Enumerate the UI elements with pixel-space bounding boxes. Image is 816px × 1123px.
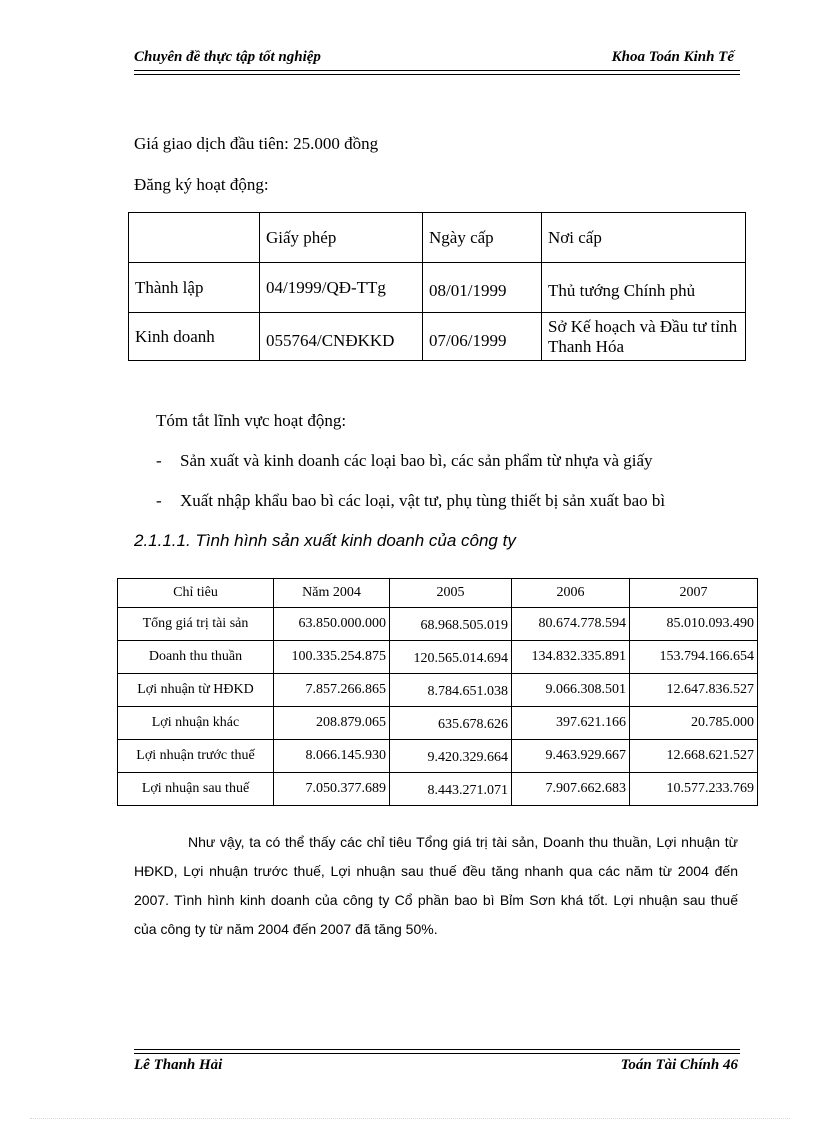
first-trade-price: Giá giao dịch đầu tiên: 25.000 đồng [134, 134, 379, 153]
table-row [129, 313, 746, 361]
header-left: Chuyên đề thực tập tốt nghiệp [134, 49, 321, 65]
table-cell: 055764/CNĐKKD [260, 313, 423, 361]
table-cell: 635.678.626 [390, 707, 512, 740]
table-row [129, 213, 746, 263]
table-cell: 7.907.662.683 [512, 773, 630, 806]
table-cell: Lợi nhuận trước thuế [118, 740, 274, 773]
table-cell: Lợi nhuận sau thuế [118, 773, 274, 806]
header-right: Khoa Toán Kinh Tế [611, 49, 734, 65]
table-header-cell: Nơi cấp [542, 213, 746, 263]
table-cell: 153.794.166.654 [630, 641, 758, 674]
table-row [118, 707, 758, 740]
header-rule [134, 70, 740, 75]
table-row [118, 608, 758, 641]
registration-table [128, 212, 746, 361]
table-cell: 9.463.929.667 [512, 740, 630, 773]
table-row [118, 641, 758, 674]
table-cell: Tổng giá trị tài sản [118, 608, 274, 641]
table-cell: Lợi nhuận khác [118, 707, 274, 740]
table-row [118, 579, 758, 608]
table-cell: Thành lập [129, 263, 260, 313]
table-row [118, 773, 758, 806]
footer-rule [134, 1049, 740, 1054]
activities-heading: Tóm tắt lĩnh vực hoạt động: [156, 411, 347, 430]
table-cell: 8.443.271.071 [390, 773, 512, 806]
table-cell: 07/06/1999 [423, 313, 542, 361]
table-header-cell: 2005 [390, 579, 512, 608]
activity-text: Xuất nhập khẩu bao bì các loại, vật tư, phụ tùng thiết bị sản xuất bao bì [180, 491, 666, 510]
table-cell: 12.668.621.527 [630, 740, 758, 773]
table-cell: Thủ tướng Chính phủ [542, 263, 746, 313]
table-cell: Lợi nhuận từ HĐKD [118, 674, 274, 707]
table-cell: 04/1999/QĐ-TTg [260, 263, 423, 313]
table-cell: 397.621.166 [512, 707, 630, 740]
table-header-cell: 2007 [630, 579, 758, 608]
table-row [118, 740, 758, 773]
conclusion-paragraph: Như vậy, ta có thể thấy các chỉ tiêu Tổng giá trị tài sản, Doanh thu thuần, Lợi nhuận từ HĐKD, Lợi nhuận trước thuế, Lợi nhuận sau thuế đều tăng nhanh qua các năm từ 2004 đến 2007. Tình hình kinh doanh của công ty Cổ phần bao bì Bỉm Sơn khá tốt. Lợi nhuận sau thuế của công ty từ năm 2004 đến 2007 đã tăng 50%. [134, 834, 738, 937]
table-cell: 8.066.145.930 [274, 740, 390, 773]
table-cell: 63.850.000.000 [274, 608, 390, 641]
table-cell: 12.647.836.527 [630, 674, 758, 707]
table-cell: 20.785.000 [630, 707, 758, 740]
table-row [118, 674, 758, 707]
table-cell: Sở Kế hoạch và Đầu tư tỉnh Thanh Hóa [542, 313, 746, 361]
footer-left: Lê Thanh Hải [134, 1057, 223, 1073]
registration-heading: Đăng ký hoạt động: [134, 175, 269, 194]
activity-item [156, 451, 653, 471]
table-cell: Kinh doanh [129, 313, 260, 361]
table-cell: 8.784.651.038 [390, 674, 512, 707]
finance-table [117, 578, 758, 806]
table-cell: 7.050.377.689 [274, 773, 390, 806]
activity-item [156, 491, 666, 511]
footer-right: Toán Tài Chính 46 [620, 1057, 738, 1073]
dash-marker: - [156, 451, 162, 470]
table-header-cell: Chỉ tiêu [118, 579, 274, 608]
table-cell: 08/01/1999 [423, 263, 542, 313]
section-title: 2.1.1.1. Tình hình sản xuất kinh doanh của công ty [134, 531, 516, 550]
table-cell: 100.335.254.875 [274, 641, 390, 674]
table-cell: 120.565.014.694 [390, 641, 512, 674]
table-cell: 7.857.266.865 [274, 674, 390, 707]
table-cell: 9.066.308.501 [512, 674, 630, 707]
table-row [129, 263, 746, 313]
table-header-cell: Giấy phép [260, 213, 423, 263]
table-cell: 85.010.093.490 [630, 608, 758, 641]
table-cell [129, 213, 260, 263]
table-header-cell: Năm 2004 [274, 579, 390, 608]
table-header-cell: 2006 [512, 579, 630, 608]
page-edge [30, 1118, 790, 1119]
table-cell: 134.832.335.891 [512, 641, 630, 674]
table-cell: 208.879.065 [274, 707, 390, 740]
activity-text: Sản xuất và kinh doanh các loại bao bì, các sản phẩm từ nhựa và giấy [180, 451, 653, 470]
dash-marker: - [156, 491, 162, 510]
table-cell: Doanh thu thuần [118, 641, 274, 674]
table-cell: 10.577.233.769 [630, 773, 758, 806]
table-cell: 80.674.778.594 [512, 608, 630, 641]
table-cell: 9.420.329.664 [390, 740, 512, 773]
table-header-cell: Ngày cấp [423, 213, 542, 263]
table-cell: 68.968.505.019 [390, 608, 512, 641]
